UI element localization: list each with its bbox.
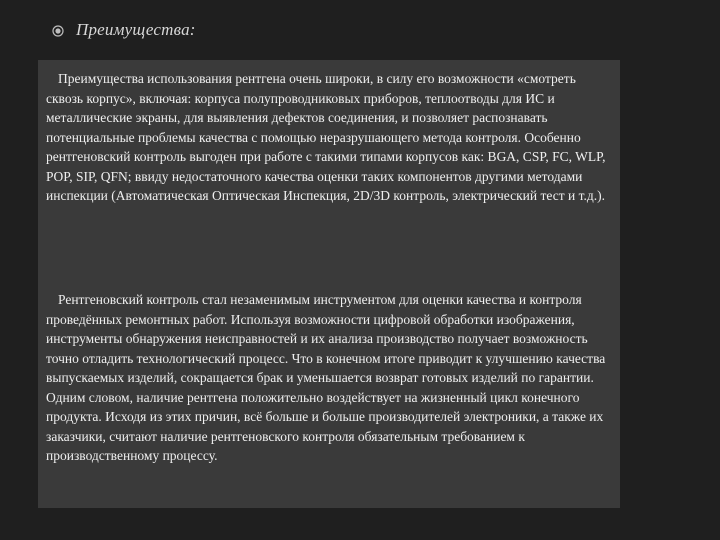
slide-heading: Преимущества: [76,20,196,39]
heading-row [52,20,196,40]
paragraph-xray-control: Рентгеновский контроль стал незаменимым инструментом для оценки качества и контроля проведённых ремонтных работ. Используя возможности цифровой обработки изображения, инструменты обнаружения неисправностей и их анализа производство получает возможность точно отладить технологический процесс. Что в конечном итоге приводит к улучшению качества выпускаемых изделий, сокращается брак и уменьшается возврат готовых изделий по гарантии. Одним словом, наличие рентгена положительно воздействует на жизненный цикл конечного продукта. Исходя из этих причин, всё больше и больше производителей электроники, а также их заказчики, считают наличие рентгеновского контроля обязательным требованием к производственному процессу. [46,292,606,463]
circle-bullet-icon [52,24,64,36]
paragraph-advantages: Преимущества использования рентгена очень широки, в силу его возможности «смотреть сквозь корпус», включая: корпуса полупроводниковых приборов, теплоотводы для ИС и металлические экраны, для выявления дефектов соединения, и позволяет распознавать потенциальные проблемы качества с помощью неразрушающего метода контроля. Особенно рентгеновский контроль выгоден при работе с такими типами корпусов как: BGA, CSP, FC, WLP, POP, SIP, QFN; ввиду недостаточного качества оценки таких компонентов другими методами инспекции (Автоматическая Оптическая Инспекция, 2D/3D контроль, электрический тест и т.д.). [46,71,606,203]
